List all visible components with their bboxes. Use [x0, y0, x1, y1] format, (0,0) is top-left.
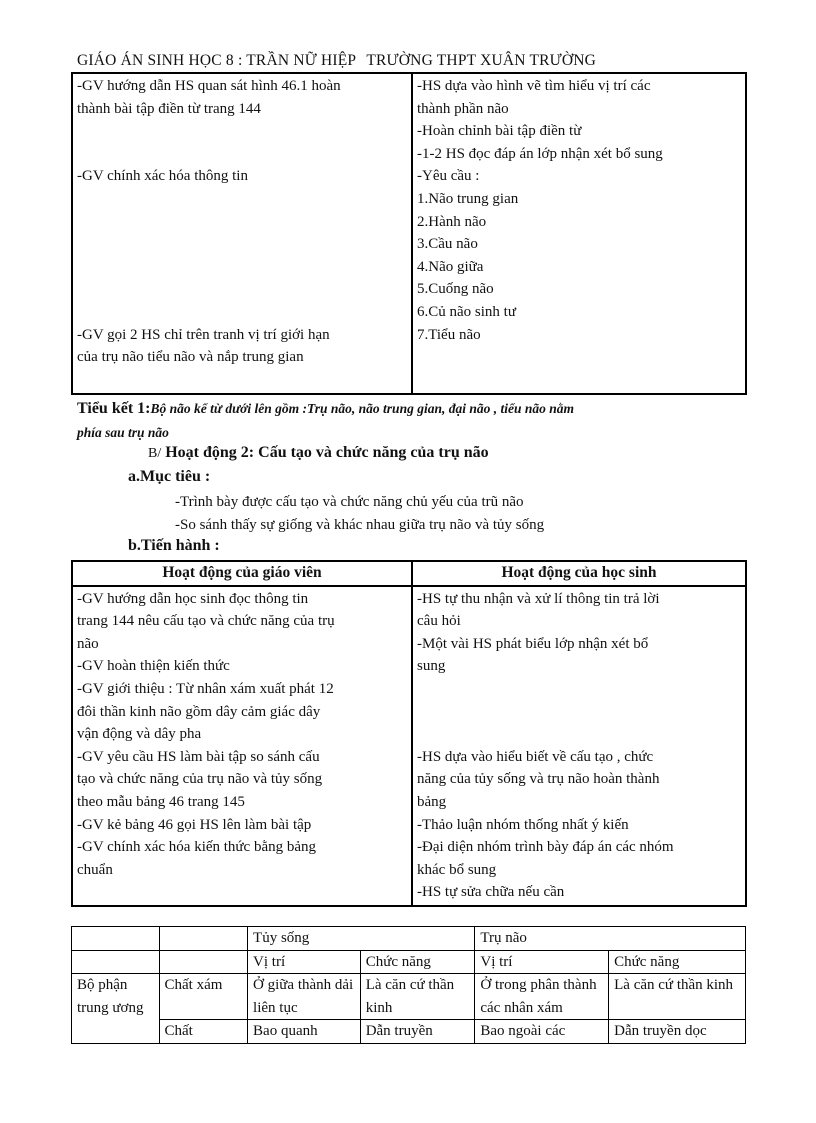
cell-line: -GV hướng dẫn HS quan sát hình 46.1 hoàn [77, 78, 341, 94]
cell-line: năng của tủy sống và trụ não hoàn thành [417, 771, 660, 788]
summary-1 [77, 397, 757, 445]
student-column-header: Hoạt động của học sinh [412, 561, 746, 586]
activity2-heading [148, 444, 489, 462]
teacher-lines [77, 75, 407, 369]
activity2-title: Hoạt động 2: Cấu tạo và chức năng của trụ não [161, 444, 489, 461]
cell-line [77, 188, 407, 211]
white-stem-position: Bao ngoài các [475, 1020, 609, 1044]
white-spinal-function: Dẫn truyền [360, 1020, 475, 1044]
student-activity-cell [412, 586, 746, 906]
cell-line: 2.Hành não [417, 213, 487, 230]
grey-spinal-function: Là căn cứ thần kinh [360, 974, 475, 1020]
spinal-function-header: Chức năng [360, 950, 475, 974]
cell-line: -GV hướng dẫn học sinh đọc thông tin [77, 590, 309, 607]
spinal-position-header: Vị trí [248, 950, 361, 974]
cell-line [77, 120, 407, 143]
cell-line: 6.Củ não sinh tư [417, 303, 516, 320]
cell-line: theo mẫu bảng 46 trang 145 [77, 793, 245, 810]
teacher-activity-cell [72, 73, 412, 394]
student-lines [417, 588, 741, 904]
cell-line: -GV chính xác hóa kiến thức bằng bảng [77, 839, 317, 856]
cell-line: thành bài tập điền từ trang 144 [77, 100, 261, 117]
white-spinal-position: Bao quanh [248, 1020, 361, 1044]
stem-function-header: Chức năng [609, 950, 746, 974]
cell-line [77, 233, 407, 256]
cell-line: -GV kẻ bảng 46 gọi HS lên làm bài tập [77, 816, 312, 833]
cell-line: chuẩn [77, 861, 113, 878]
cell-line: 1.Não trung gian [417, 190, 519, 207]
objectives-list [175, 491, 544, 537]
cell-line: 5.Cuống não [417, 281, 494, 298]
objective-item: -Trình bày được cấu tạo và chức năng chủ yếu của trũ não [175, 494, 524, 510]
activity2-prefix: B/ [148, 446, 162, 461]
summary-text-1: Bộ não kể từ dưới lên gồm :Trụ não, não trung gian, đại não , tiểu não nằm [150, 401, 574, 416]
cell-line: bảng [417, 793, 447, 810]
header-right: TRƯỜNG THPT XUÂN TRƯỜNG [366, 52, 597, 69]
table-cell-empty [159, 927, 248, 951]
cell-line: -Yêu cầu : [417, 168, 480, 185]
teacher-lines [77, 588, 407, 882]
student-activity-cell [412, 73, 746, 394]
comparison-table [71, 926, 746, 1044]
cell-line: vận động và dây pha [77, 726, 202, 743]
teacher-activity-cell [72, 586, 412, 906]
cell-line: -Hoàn chỉnh bài tập điền từ [417, 123, 582, 140]
table-cell-empty [72, 927, 160, 951]
cell-line: não [77, 635, 99, 652]
grey-stem-position: Ở trong phân thành các nhân xám [475, 974, 609, 1020]
cell-line: của trụ não tiểu não và nắp trung gian [77, 349, 304, 366]
page-header [77, 52, 596, 70]
procedure-label: b.Tiến hành : [128, 537, 220, 554]
cell-line [77, 301, 407, 324]
grey-matter-label: Chất xám [159, 974, 248, 1020]
cell-line: trang 144 nêu cấu tạo và chức năng của trụ [77, 613, 335, 630]
cell-line: 4.Não giữa [417, 258, 484, 275]
cell-line: tạo và chức năng của trụ não và tủy sống [77, 771, 323, 788]
activity1-table [71, 72, 747, 395]
white-matter-label: Chất [159, 1020, 248, 1044]
cell-line: đôi thần kinh não gồm dây cảm giác dây [77, 703, 321, 720]
cell-line: -HS dựa vào hình vẽ tìm hiểu vị trí các [417, 78, 651, 94]
table-cell-empty [72, 950, 160, 974]
cell-line: -GV yêu cầu HS làm bài tập so sánh cấu [77, 748, 320, 765]
summary-text-2: phía sau trụ não [77, 425, 169, 440]
student-lines [417, 75, 741, 346]
cell-line: câu hỏi [417, 613, 461, 630]
cell-line: -Một vài HS phát biểu lớp nhận xét bổ [417, 635, 649, 652]
activity2-table [71, 560, 747, 907]
cell-line: 7.Tiểu não [417, 326, 481, 343]
summary-label: Tiểu kết 1: [77, 400, 151, 417]
cell-line: -GV gọi 2 HS chỉ trên tranh vị trí giới hạn [77, 326, 330, 343]
objectives-label: a.Mục tiêu : [128, 468, 211, 485]
table-cell-empty [159, 950, 248, 974]
cell-line: thành phần não [417, 100, 509, 117]
stem-position-header: Vị trí [475, 950, 609, 974]
cell-line [77, 143, 407, 166]
teacher-column-header: Hoạt động của giáo viên [72, 561, 412, 586]
objective-item: -So sánh thấy sự giống và khác nhau giữa trụ não và tủy sống [175, 517, 545, 533]
cell-line: -GV giới thiệu : Từ nhân xám xuất phát 12 [77, 680, 334, 697]
cell-line: -GV chính xác hóa thông tin [77, 168, 248, 185]
cell-line: khác bổ sung [417, 861, 497, 878]
header-left: GIÁO ÁN SINH HỌC 8 : TRẦN NỮ HIỆP [77, 52, 357, 69]
cell-line: sung [417, 658, 446, 675]
cell-line: -Đại diện nhóm trình bày đáp án các nhóm [417, 839, 674, 856]
brainstem-header: Trụ não [475, 927, 746, 951]
cell-line: -GV hoàn thiện kiến thức [77, 658, 230, 675]
cell-line: -HS dựa vào hiểu biết về cấu tạo , chức [417, 748, 654, 765]
cell-line [77, 256, 407, 279]
cell-line: -1-2 HS đọc đáp án lớp nhận xét bổ sung [417, 145, 663, 162]
spinal-cord-header: Tủy sống [248, 927, 475, 951]
cell-line: 3.Cầu não [417, 236, 478, 253]
cell-line [77, 211, 407, 234]
cell-line [77, 278, 407, 301]
white-stem-function: Dẫn truyền dọc [609, 1020, 746, 1044]
grey-stem-function: Là căn cứ thần kinh [609, 974, 746, 1020]
central-part-label: Bộ phận trung ương [72, 974, 160, 1044]
grey-spinal-position: Ở giữa thành dải liên tục [248, 974, 361, 1020]
cell-line: -HS tự sửa chữa nếu cần [417, 884, 565, 901]
cell-line [417, 723, 741, 746]
cell-line: -HS tự thu nhận và xử lí thông tin trả lời [417, 590, 660, 607]
cell-line [417, 701, 741, 724]
cell-line [417, 678, 741, 701]
cell-line: -Thảo luận nhóm thống nhất ý kiến [417, 816, 629, 833]
